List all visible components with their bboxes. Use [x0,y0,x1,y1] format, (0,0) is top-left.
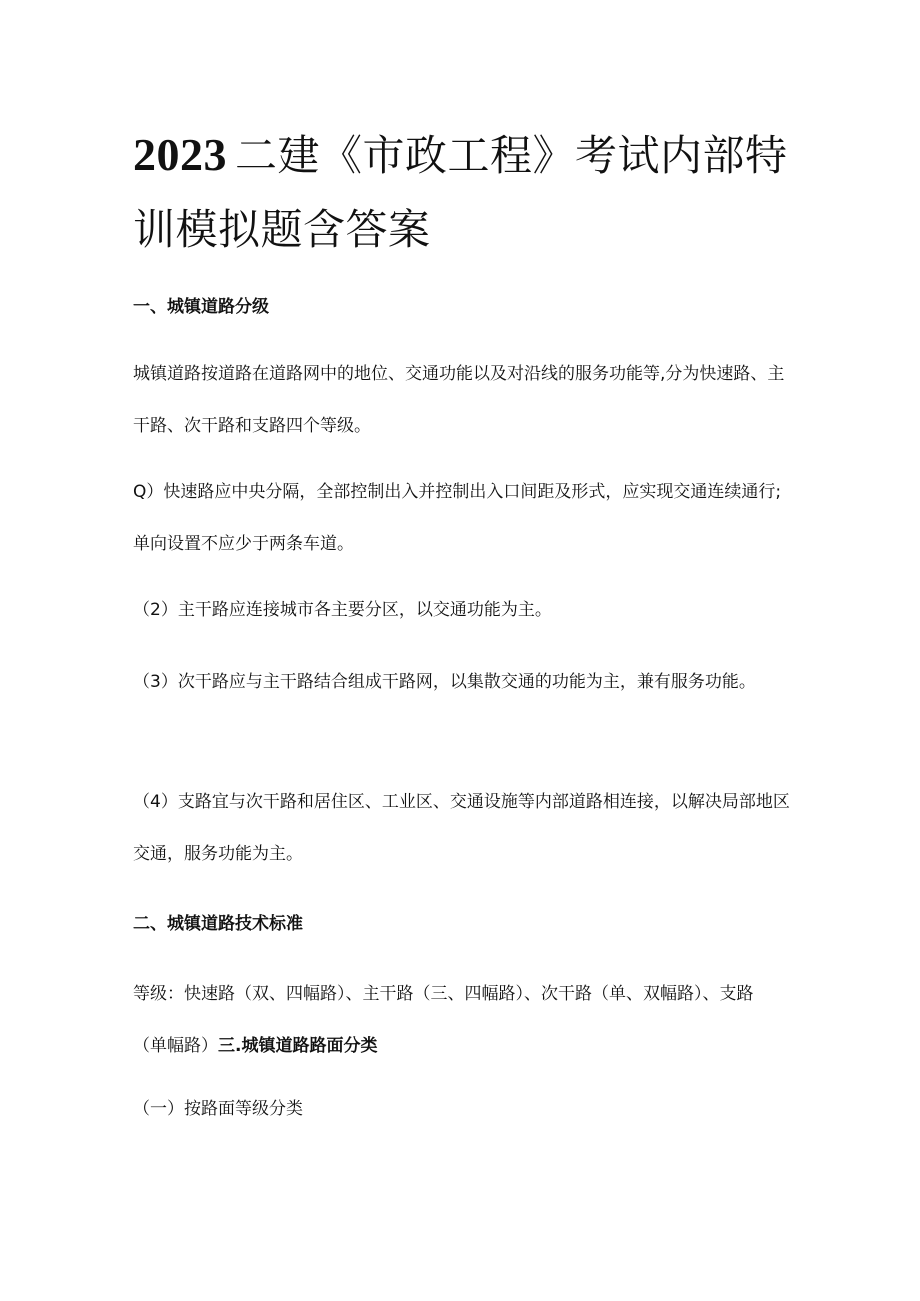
paragraph-intro: 城镇道路按道路在道路网中的地位、交通功能以及对沿线的服务功能等,分为快速路、主干路、次干路和支路四个等级。 [133,364,785,436]
paragraph-secondary-road: （3）次干路应与主干路结合组成干路网，以集散交通的功能为主，兼有服务功能。 [133,672,756,692]
section-heading-2: 二、城镇道路技术标准 [133,914,303,934]
paragraph-main-road: （2）主干路应连接城市各主要分区，以交通功能为主。 [133,600,552,620]
paragraph-grade [133,968,773,1072]
section-heading-3: 三.城镇道路路面分类 [218,1036,378,1056]
subsection-heading-1: （一）按路面等级分类 [133,1099,303,1119]
paragraph-branch-road: （4）支路宜与次干路和居住区、工业区、交通设施等内部道路相连接，以解决局部地区交通，服务功能为主。 [133,792,790,864]
page-title [133,118,813,267]
title-text: 二建《市政工程》考试内部特训模拟题含答案 [133,131,788,254]
section-heading-1: 一、城镇道路分级 [133,297,269,317]
paragraph-expressway: Q）快速路应中央分隔，全部控制出入并控制出入口间距及形式，应实现交通连续通行;单向设置不应少于两条车道。 [133,482,782,554]
grade-text: 等级：快速路（双、四幅路）、主干路（三、四幅路）、次干路（单、双幅路）、支路（单幅路） [133,984,754,1056]
title-year: 2023 [133,129,227,180]
